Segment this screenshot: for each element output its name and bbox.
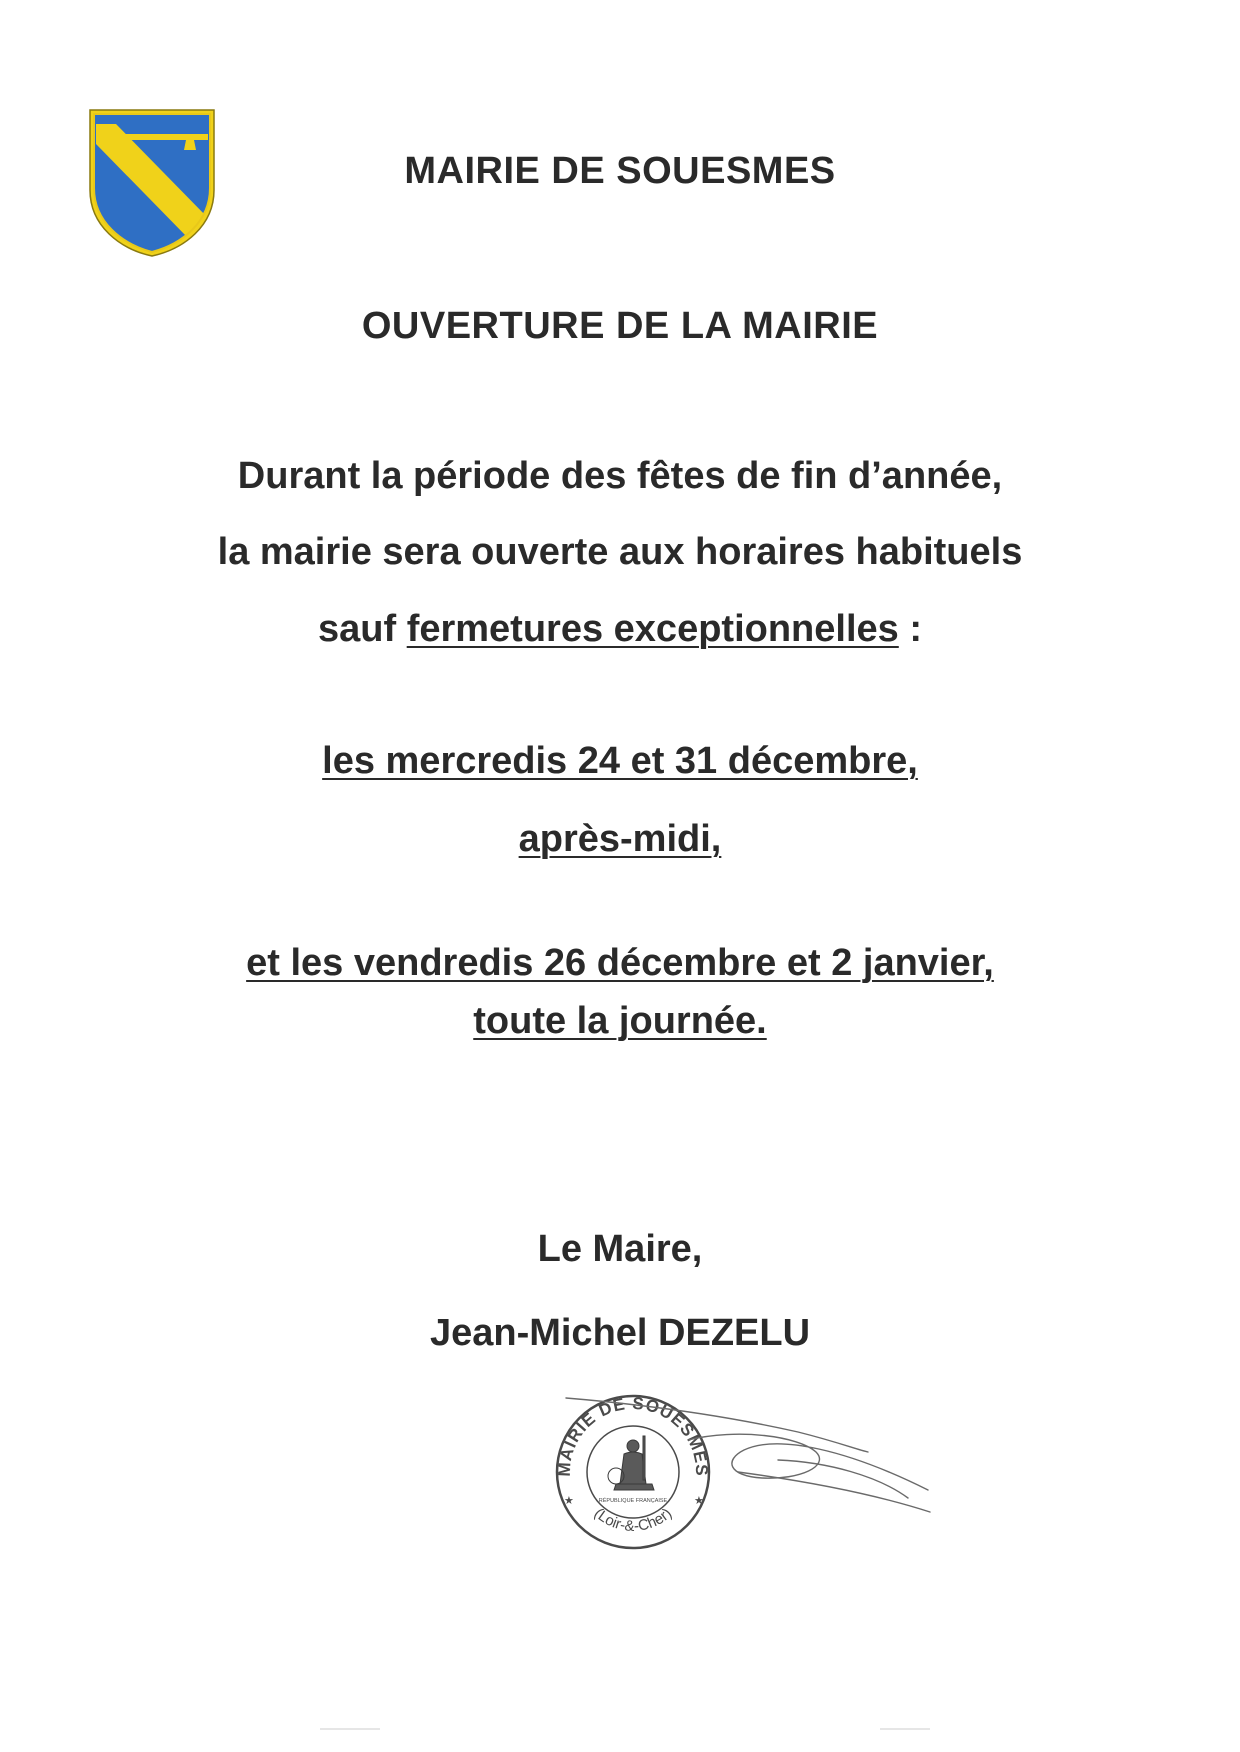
notice-line-3 <box>0 608 1240 651</box>
page-title: MAIRIE DE SOUESMES <box>404 150 836 192</box>
closure-dates-2 <box>0 942 1240 985</box>
exceptional-closures-label: fermetures exceptionnelles <box>406 608 899 650</box>
seal-outer-text: MAIRIE DE SOUESMES <box>554 1393 712 1477</box>
closure-dates-2-text: et les vendredis 26 décembre et 2 janvier, <box>246 942 994 984</box>
closure-dates-1 <box>0 740 1240 783</box>
seal-bottom-text: (Loir-&-Cher) <box>590 1504 676 1536</box>
scan-artifact <box>880 1728 930 1730</box>
page-subtitle: OUVERTURE DE LA MAIRIE <box>361 305 879 347</box>
svg-text:★: ★ <box>564 1495 574 1507</box>
handwritten-signature <box>548 1380 948 1560</box>
closure-period-1-text: après-midi, <box>518 818 722 860</box>
closure-period-2-text: toute la journée. <box>473 1000 767 1042</box>
svg-text:★: ★ <box>694 1495 704 1507</box>
scan-artifact <box>320 1728 380 1730</box>
signatory-name: Jean-Michel DEZELU <box>429 1312 811 1354</box>
signatory-role: Le Maire, <box>537 1228 703 1270</box>
seal-inner-text: RÉPUBLIQUE FRANÇAISE <box>598 1498 668 1504</box>
closure-period-1 <box>0 818 1240 861</box>
notice-line-3-suffix: : <box>898 608 922 650</box>
notice-line-3-prefix: sauf <box>317 608 407 650</box>
notice-line-1: Durant la période des fêtes de fin d’année, <box>237 455 1003 497</box>
closure-period-2 <box>0 1000 1240 1043</box>
closure-dates-1-text: les mercredis 24 et 31 décembre, <box>322 740 918 782</box>
notice-line-2: la mairie sera ouverte aux horaires habituels <box>217 531 1023 573</box>
